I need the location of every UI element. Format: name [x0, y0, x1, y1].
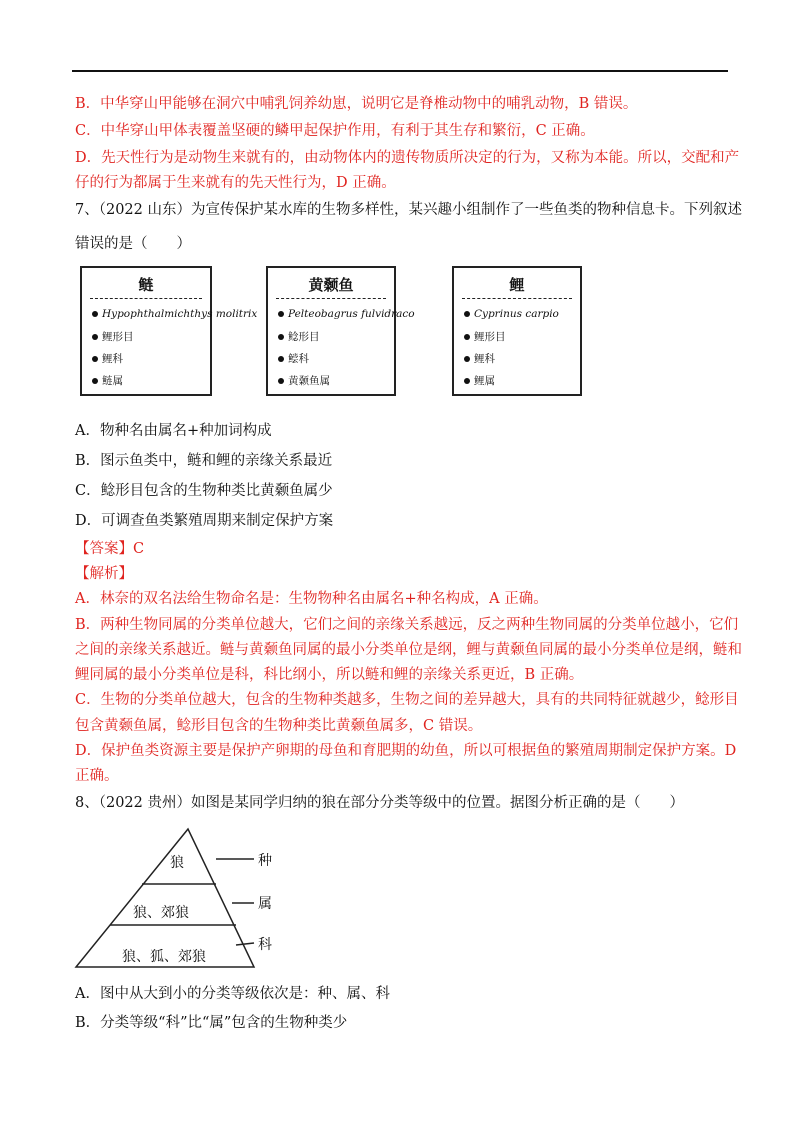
card-item: Hypophthalmichthys molitrix [92, 308, 257, 320]
bullet-icon [92, 311, 98, 317]
option-d: D．可调查鱼类繁殖周期来制定保护方案 [75, 513, 334, 529]
analysis-heading: 【解析】 [75, 566, 133, 582]
card-item: 鲿科 [278, 351, 309, 366]
bullet-icon [464, 378, 470, 384]
label-connector [236, 943, 254, 945]
card-divider [90, 298, 202, 299]
pyramid-tier-genus: 狼、郊狼 [133, 905, 189, 921]
bullet-icon [278, 334, 284, 340]
text-line: 仔的行为都属于生来就有的先天性行为，D 正确。 [75, 175, 396, 191]
card-item: 鲤科 [464, 351, 495, 366]
pyramid-tier-family: 狼、狐、郊狼 [122, 949, 206, 965]
species-card-common-carp [452, 266, 582, 396]
question-8: 8、（2022 贵州）如图是某同学归纳的狼在部分分类等级中的位置。据图分析正确的是（ ） [75, 795, 684, 811]
card-item: 鲤科 [92, 351, 123, 366]
text-line: D．先天性行为是动物生来就有的，由动物体内的遗传物质所决定的行为，又称为本能。所以，交配和产 [75, 150, 740, 166]
header-rule [72, 70, 728, 72]
card-item: Pelteobagrus fulvidraco [278, 308, 415, 320]
bullet-icon [464, 334, 470, 340]
bullet-icon [464, 311, 470, 317]
rank-label-genus: 属 [258, 896, 272, 912]
explanation-b: 之间的亲缘关系越近。鲢与黄颡鱼同属的最小分类单位是纲，鲤与黄颡鱼同属的最小分类单位是纲，鲢和 [75, 642, 742, 658]
question-7-cont: 错误的是（ ） [75, 236, 191, 252]
option-b: B．图示鱼类中，鲢和鲤的亲缘关系最近 [75, 453, 333, 469]
card-item: 鲤属 [464, 373, 495, 388]
bullet-icon [92, 356, 98, 362]
card-title: 鲤 [509, 276, 525, 294]
species-card-silver-carp [80, 266, 258, 396]
text-line: B．中华穿山甲能够在洞穴中哺乳饲养幼崽，说明它是脊椎动物中的哺乳动物，B 错误。 [75, 96, 638, 112]
bullet-icon [92, 334, 98, 340]
bullet-icon [464, 356, 470, 362]
option-a: A．物种名由属名+种加词构成 [75, 423, 272, 439]
answer: 【答案】C [75, 541, 145, 557]
text-line: C．中华穿山甲体表覆盖坚硬的鳞甲起保护作用，有利于其生存和繁衍，C 正确。 [75, 123, 595, 139]
species-card-yellow-catfish [266, 266, 415, 396]
rank-label-family: 科 [258, 937, 272, 953]
explanation-c: C．生物的分类单位越大，包含的生物种类越多，生物之间的差异越大，具有的共同特征就越少，鲶形目 [75, 692, 739, 708]
rank-label-species: 种 [258, 853, 272, 869]
explanation-c: 包含黄颡鱼属，鲶形目包含的生物种类比黄颡鱼属多，C 错误。 [75, 718, 483, 734]
bullet-icon [278, 311, 284, 317]
card-title: 鲢 [138, 276, 154, 294]
card-divider [276, 298, 386, 299]
card-item: 鲤形目 [92, 329, 134, 344]
pyramid-tier-species: 狼 [170, 855, 184, 871]
card-item: 鲶形目 [278, 329, 320, 344]
card-item: 鲢属 [92, 373, 123, 388]
card-title: 黄颡鱼 [308, 276, 354, 294]
explanation-a: A．林奈的双名法给生物命名是：生物物种名由属名+种名构成，A 正确。 [75, 591, 548, 607]
question-8-option-b: B．分类等级“科”比“属”包含的生物种类少 [75, 1015, 348, 1031]
question-8-option-a: A．图中从大到小的分类等级依次是：种、属、科 [75, 986, 390, 1002]
bullet-icon [278, 356, 284, 362]
question-7: 7、（2022 山东）为宣传保护某水库的生物多样性，某兴趣小组制作了一些鱼类的物种信息卡。下列叙述 [75, 202, 742, 218]
card-item: Cyprinus carpio [464, 308, 559, 320]
explanation-d: D．保护鱼类资源主要是保护产卵期的母鱼和育肥期的幼鱼，所以可根据鱼的繁殖周期制定保护方案。D [75, 743, 737, 759]
explanation-b: B．两种生物同属的分类单位越大，它们之间的亲缘关系越远，反之两种生物同属的分类单位越小，它们 [75, 617, 739, 633]
option-c: C．鲶形目包含的生物种类比黄颡鱼属少 [75, 483, 333, 499]
explanation-d: 正确。 [75, 768, 119, 784]
card-item: 鲤形目 [464, 329, 506, 344]
card-item: 黄颡鱼属 [278, 373, 330, 388]
explanation-b: 鲤同属的最小分类单位是科，科比纲小，所以鲢和鲤的亲缘关系更近，B 正确。 [75, 667, 584, 683]
bullet-icon [92, 378, 98, 384]
bullet-icon [278, 378, 284, 384]
card-divider [462, 298, 572, 299]
